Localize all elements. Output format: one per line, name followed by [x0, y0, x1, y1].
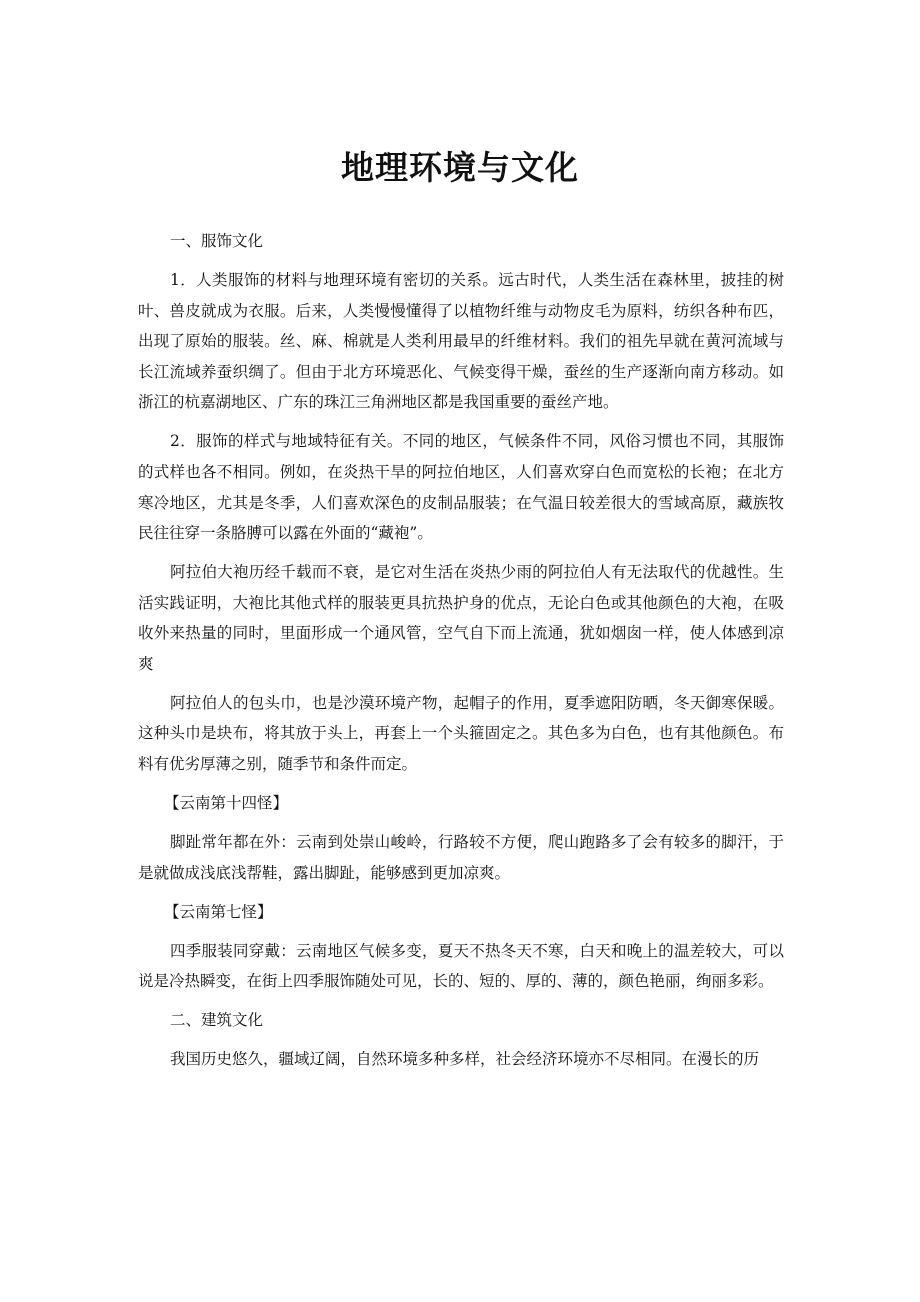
yunnan-14th-oddity-text: 脚趾常年都在外：云南到处崇山峻岭，行路较不方便，爬山跑路多了会有较多的脚汗，于是就做成浅底浅帮鞋，露出脚趾，能够感到更加凉爽。 [138, 833, 784, 882]
section-heading-clothing: 一、服饰文化 [170, 232, 264, 250]
paragraph-architecture-intro: 我国历史悠久，疆域辽阔，自然环境多种多样，社会经济环境亦不尽相同。在漫长的历 [170, 1050, 760, 1069]
yunnan-7th-oddity-text: 四季服装同穿戴：云南地区气候多变，夏天不热冬天不寒，白天和晚上的温差较大，可以说是冷热瞬变，在街上四季服饰随处可见，长的、短的、厚的、薄的，颜色艳丽，绚丽多彩。 [138, 941, 784, 991]
paragraph-clothing-styles: 2．服饰的样式与地域特征有关。不同的地区，气候条件不同，风俗习惯也不同，其服饰的式样也各不相同。例如，在炎热干旱的阿拉伯地区，人们喜欢穿白色而宽松的长袍；在北方寒冷地区，尤其是冬季，人们喜欢深色的皮制品服装；在气温日较差很大的雪域高原，藏族牧民往往穿一条胳膊可以露在外面的“藏袍”。 [138, 432, 784, 543]
section-heading-architecture: 二、建筑文化 [170, 1011, 264, 1030]
paragraph-arab-robe: 阿拉伯大袍历经千载而不衰，是它对生活在炎热少雨的阿拉伯人有无法取代的优越性。生活实践证明，大袍比其他式样的服装更具抗热护身的优点，无论白色或其他颜色的大袍，在吸收外来热量的同时，里面形成一个通风管，空气自下而上流通，犹如烟囱一样，使人体感到凉爽 [138, 563, 784, 673]
yunnan-7th-oddity-title: 【云南第七怪】 [164, 902, 273, 921]
paragraph-arab-headscarf: 阿拉伯人的包头巾，也是沙漠环境产物，起帽子的作用，夏季遮阳防晒，冬天御寒保暖。这种头巾是块布，将其放于头上，再套上一个头箍固定之。其色多为白色，也有其他颜色。布料有优劣厚薄之别，随季节和条件而定。 [138, 693, 784, 774]
paragraph-clothing-materials: 1．人类服饰的材料与地理环境有密切的关系。远古时代，人类生活在森林里，披挂的树叶、兽皮就成为衣服。后来，人类慢慢懂得了以植物纤维与动物皮毛为原料，纺织各种布匹，出现了原始的服装。丝、麻、棉就是人类利用最早的纤维材料。我们的祖先早就在黄河流域与长江流域养蚕织绸了。但由于北方环境恶化、气候变得干燥，蚕丝的生产逐渐向南方移动。如浙江的杭嘉湖地区、广东的珠江三角洲地区都是我国重要的蚕丝产地。 [138, 270, 784, 412]
document-body [138, 226, 784, 1083]
yunnan-14th-oddity-title: 【云南第十四怪】 [164, 794, 289, 813]
document-title: 地理环境与文化 [341, 148, 579, 187]
